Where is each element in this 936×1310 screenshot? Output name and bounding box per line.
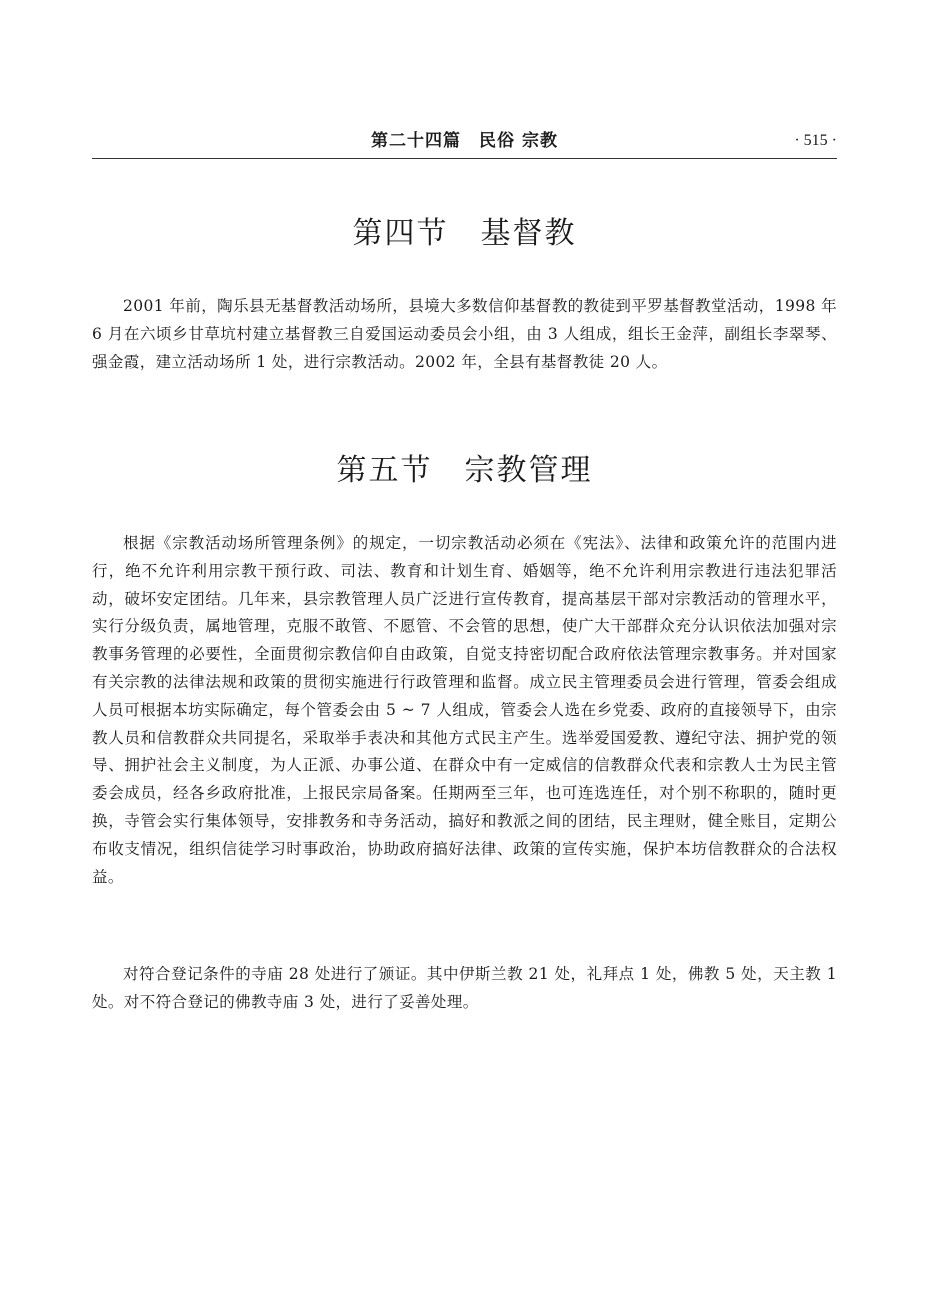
section-heading-religious-management: 第五节 宗教管理: [336, 453, 593, 488]
section-heading-christianity: 第四节 基督教: [352, 216, 577, 251]
paragraph-christianity: 2001 年前，陶乐县无基督教活动场所，县境大多数信仰基督教的教徒到平罗基督教堂活动，1998 年 6 月在六顷乡甘草坑村建立基督教三自爱国运动委员会小组，由 3 人组成，组长王金萍，副组长李翠琴、强金霞，建立活动场所 1 处，进行宗教活动。2002 年，全县有基督教徒 20 人。: [92, 297, 837, 371]
header-title: 第二十四篇 民俗 宗教: [371, 131, 558, 151]
header-rule: [92, 158, 837, 159]
running-header: [92, 128, 837, 156]
paragraph-management-regulations: 根据《宗教活动场所管理条例》的规定，一切宗教活动必须在《宪法》、法律和政策允许的范围内进行，绝不允许利用宗教干预行政、司法、教育和计划生育、婚姻等，绝不允许利用宗教进行违法犯罪活动，破坏安定团结。几年来，县宗教管理人员广泛进行宣传教育，提高基层干部对宗教活动的管理水平，实行分级负责，属地管理，克服不敢管、不愿管、不会管的思想，使广大干部群众充分认识依法加强对宗教事务管理的必要性，全面贯彻宗教信仰自由政策，自觉支持密切配合政府依法管理宗教事务。并对国家有关宗教的法律法规和政策的贯彻实施进行行政管理和监督。成立民主管理委员会进行管理，管委会组成人员可根据本坊实际确定，每个管委会由 5 ~ 7 人组成，管委会人选在乡党委、政府的直接领导下，由宗教人员和信教群众共同提名，采取举手表决和其他方式民主产生。选举爱国爱教、遵纪守法、拥护党的领导、拥护社会主义制度，为人正派、办事公道、在群众中有一定威信的信教群众代表和宗教人士为民主管委会成员，经各乡政府批准，上报民宗局备案。任期两至三年，也可连选连任，对个别不称职的，随时更换，寺管会实行集体领导，安排教务和寺务活动，搞好和教派之间的团结，民主理财，健全账目，定期公布收支情况，组织信徒学习时事政治，协助政府搞好法律、政策的宣传实施，保护本坊信教群众的合法权益。: [92, 534, 837, 886]
paragraph-registration: 对符合登记条件的寺庙 28 处进行了颁证。其中伊斯兰教 21 处，礼拜点 1 处，佛教 5 处，天主教 1 处。对不符合登记的佛教寺庙 3 处，进行了妥善处理。: [92, 965, 837, 1011]
page-number: · 515 ·: [794, 132, 837, 149]
